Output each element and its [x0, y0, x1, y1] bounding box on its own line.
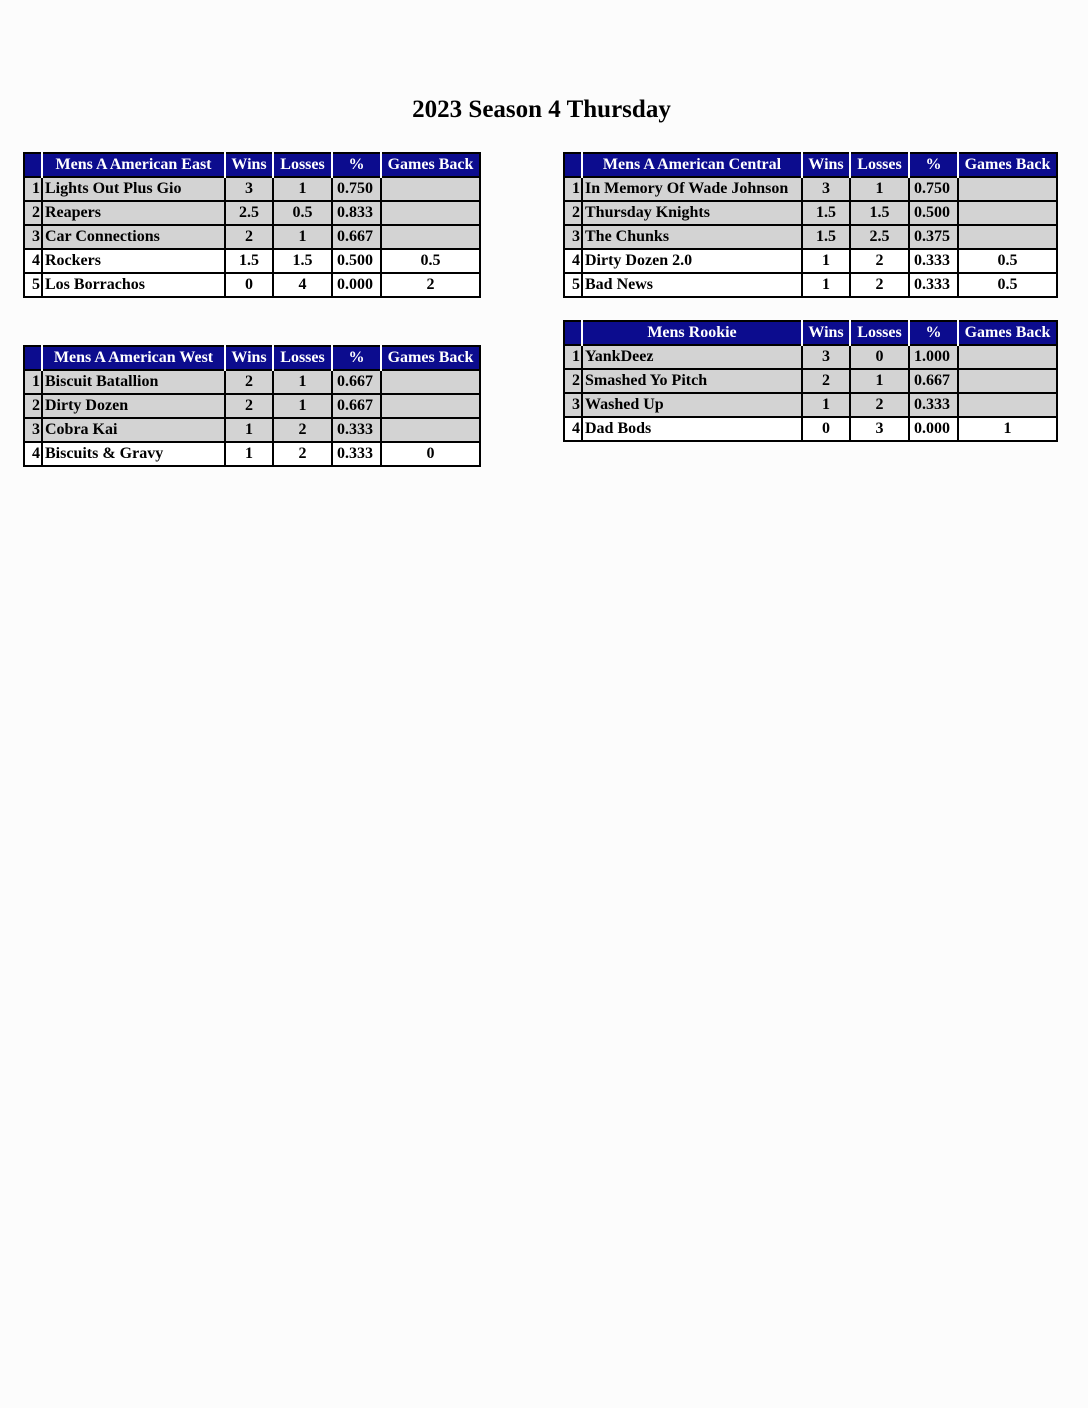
rank-cell: 3 [564, 225, 582, 249]
wins-cell: 1.5 [802, 225, 850, 249]
division-name: Mens A American Central [582, 153, 802, 177]
team-cell: In Memory Of Wade Johnson [582, 177, 802, 201]
wins-header: Wins [802, 321, 850, 345]
division-name: Mens Rookie [582, 321, 802, 345]
team-cell: Cobra Kai [42, 418, 225, 442]
table-row [24, 418, 480, 442]
rank-cell: 2 [564, 201, 582, 225]
games-back-cell: 1 [958, 417, 1057, 441]
standings-table-rookie [563, 320, 1058, 442]
pct-cell: 0.375 [909, 225, 958, 249]
losses-cell: 2 [850, 273, 909, 297]
pct-header: % [332, 346, 381, 370]
team-cell: Bad News [582, 273, 802, 297]
pct-cell: 0.333 [332, 442, 381, 466]
games-back-cell: 0 [381, 442, 480, 466]
wins-cell: 1 [802, 249, 850, 273]
pct-cell: 0.750 [332, 177, 381, 201]
losses-header: Losses [850, 153, 909, 177]
pct-cell: 0.000 [332, 273, 381, 297]
games-back-cell [958, 393, 1057, 417]
team-cell: Reapers [42, 201, 225, 225]
team-cell: The Chunks [582, 225, 802, 249]
games-back-cell [381, 225, 480, 249]
games-back-header: Games Back [958, 321, 1057, 345]
games-back-cell [958, 225, 1057, 249]
losses-cell: 2 [850, 393, 909, 417]
wins-cell: 2 [225, 370, 273, 394]
table-row [24, 225, 480, 249]
standings-table-central [563, 152, 1058, 298]
rank-cell: 1 [24, 370, 42, 394]
rank-header [564, 153, 582, 177]
pct-cell: 0.667 [332, 394, 381, 418]
team-cell: Biscuit Batallion [42, 370, 225, 394]
pct-cell: 1.000 [909, 345, 958, 369]
rank-cell: 4 [24, 249, 42, 273]
team-cell: Washed Up [582, 393, 802, 417]
wins-cell: 3 [225, 177, 273, 201]
division-name: Mens A American East [42, 153, 225, 177]
losses-cell: 1 [273, 370, 332, 394]
rank-cell: 1 [564, 345, 582, 369]
rank-cell: 3 [24, 418, 42, 442]
rank-cell: 3 [24, 225, 42, 249]
wins-cell: 3 [802, 177, 850, 201]
games-back-cell [958, 177, 1057, 201]
table-row [564, 345, 1057, 369]
wins-cell: 1.5 [802, 201, 850, 225]
pct-cell: 0.333 [332, 418, 381, 442]
rank-cell: 2 [564, 369, 582, 393]
losses-cell: 1.5 [273, 249, 332, 273]
team-cell: Car Connections [42, 225, 225, 249]
pct-cell: 0.833 [332, 201, 381, 225]
pct-cell: 0.000 [909, 417, 958, 441]
table-row [24, 201, 480, 225]
rank-cell: 4 [564, 417, 582, 441]
losses-cell: 2.5 [850, 225, 909, 249]
games-back-header: Games Back [381, 153, 480, 177]
wins-cell: 0 [802, 417, 850, 441]
games-back-cell: 0.5 [958, 273, 1057, 297]
pct-cell: 0.667 [332, 225, 381, 249]
pct-cell: 0.750 [909, 177, 958, 201]
wins-header: Wins [225, 346, 273, 370]
wins-header: Wins [802, 153, 850, 177]
rank-cell: 4 [24, 442, 42, 466]
wins-cell: 2 [802, 369, 850, 393]
wins-cell: 2 [225, 225, 273, 249]
losses-cell: 2 [850, 249, 909, 273]
pct-cell: 0.333 [909, 393, 958, 417]
rank-header [564, 321, 582, 345]
header-row [564, 153, 1057, 177]
rank-header [24, 153, 42, 177]
wins-cell: 1 [802, 273, 850, 297]
losses-cell: 0.5 [273, 201, 332, 225]
losses-header: Losses [850, 321, 909, 345]
table-row [24, 249, 480, 273]
rank-header [24, 346, 42, 370]
team-cell: Lights Out Plus Gio [42, 177, 225, 201]
losses-cell: 1 [850, 177, 909, 201]
pct-header: % [332, 153, 381, 177]
table-row [564, 177, 1057, 201]
wins-cell: 0 [225, 273, 273, 297]
team-cell: Smashed Yo Pitch [582, 369, 802, 393]
table-row [564, 369, 1057, 393]
table-row [24, 370, 480, 394]
team-cell: Los Borrachos [42, 273, 225, 297]
standings-table-east [23, 152, 481, 298]
team-cell: Dad Bods [582, 417, 802, 441]
losses-header: Losses [273, 346, 332, 370]
pct-cell: 0.667 [332, 370, 381, 394]
table-row [564, 273, 1057, 297]
games-back-header: Games Back [958, 153, 1057, 177]
losses-cell: 1 [273, 177, 332, 201]
table-row [564, 417, 1057, 441]
pct-header: % [909, 153, 958, 177]
wins-cell: 1 [225, 442, 273, 466]
team-cell: Dirty Dozen 2.0 [582, 249, 802, 273]
losses-cell: 1 [850, 369, 909, 393]
games-back-header: Games Back [381, 346, 480, 370]
wins-header: Wins [225, 153, 273, 177]
table-row [564, 393, 1057, 417]
rank-cell: 1 [24, 177, 42, 201]
table-row [24, 177, 480, 201]
losses-cell: 1.5 [850, 201, 909, 225]
games-back-cell: 0.5 [958, 249, 1057, 273]
table-row [24, 442, 480, 466]
losses-cell: 2 [273, 418, 332, 442]
header-row [24, 346, 480, 370]
losses-cell: 1 [273, 394, 332, 418]
team-cell: Dirty Dozen [42, 394, 225, 418]
header-row [564, 321, 1057, 345]
wins-cell: 1 [802, 393, 850, 417]
rank-cell: 4 [564, 249, 582, 273]
page-title: 2023 Season 4 Thursday [412, 96, 671, 123]
pct-cell: 0.500 [332, 249, 381, 273]
pct-cell: 0.333 [909, 249, 958, 273]
pct-cell: 0.333 [909, 273, 958, 297]
rank-cell: 2 [24, 394, 42, 418]
standings-table-west [23, 345, 481, 467]
wins-cell: 1 [225, 418, 273, 442]
pct-cell: 0.500 [909, 201, 958, 225]
games-back-cell [958, 345, 1057, 369]
wins-cell: 2 [225, 394, 273, 418]
table-row [564, 225, 1057, 249]
header-row [24, 153, 480, 177]
table-row [24, 273, 480, 297]
wins-cell: 2.5 [225, 201, 273, 225]
games-back-cell [958, 201, 1057, 225]
losses-cell: 2 [273, 442, 332, 466]
games-back-cell: 0.5 [381, 249, 480, 273]
team-cell: Rockers [42, 249, 225, 273]
losses-cell: 4 [273, 273, 332, 297]
team-cell: Thursday Knights [582, 201, 802, 225]
rank-cell: 5 [24, 273, 42, 297]
pct-cell: 0.667 [909, 369, 958, 393]
team-cell: Biscuits & Gravy [42, 442, 225, 466]
losses-cell: 3 [850, 417, 909, 441]
wins-cell: 1.5 [225, 249, 273, 273]
games-back-cell [381, 418, 480, 442]
rank-cell: 3 [564, 393, 582, 417]
rank-cell: 1 [564, 177, 582, 201]
losses-cell: 1 [273, 225, 332, 249]
division-name: Mens A American West [42, 346, 225, 370]
pct-header: % [909, 321, 958, 345]
losses-header: Losses [273, 153, 332, 177]
games-back-cell [381, 370, 480, 394]
games-back-cell [381, 177, 480, 201]
wins-cell: 3 [802, 345, 850, 369]
games-back-cell [381, 394, 480, 418]
table-row [24, 394, 480, 418]
games-back-cell [958, 369, 1057, 393]
table-row [564, 249, 1057, 273]
rank-cell: 5 [564, 273, 582, 297]
games-back-cell [381, 201, 480, 225]
table-row [564, 201, 1057, 225]
rank-cell: 2 [24, 201, 42, 225]
losses-cell: 0 [850, 345, 909, 369]
games-back-cell: 2 [381, 273, 480, 297]
team-cell: YankDeez [582, 345, 802, 369]
